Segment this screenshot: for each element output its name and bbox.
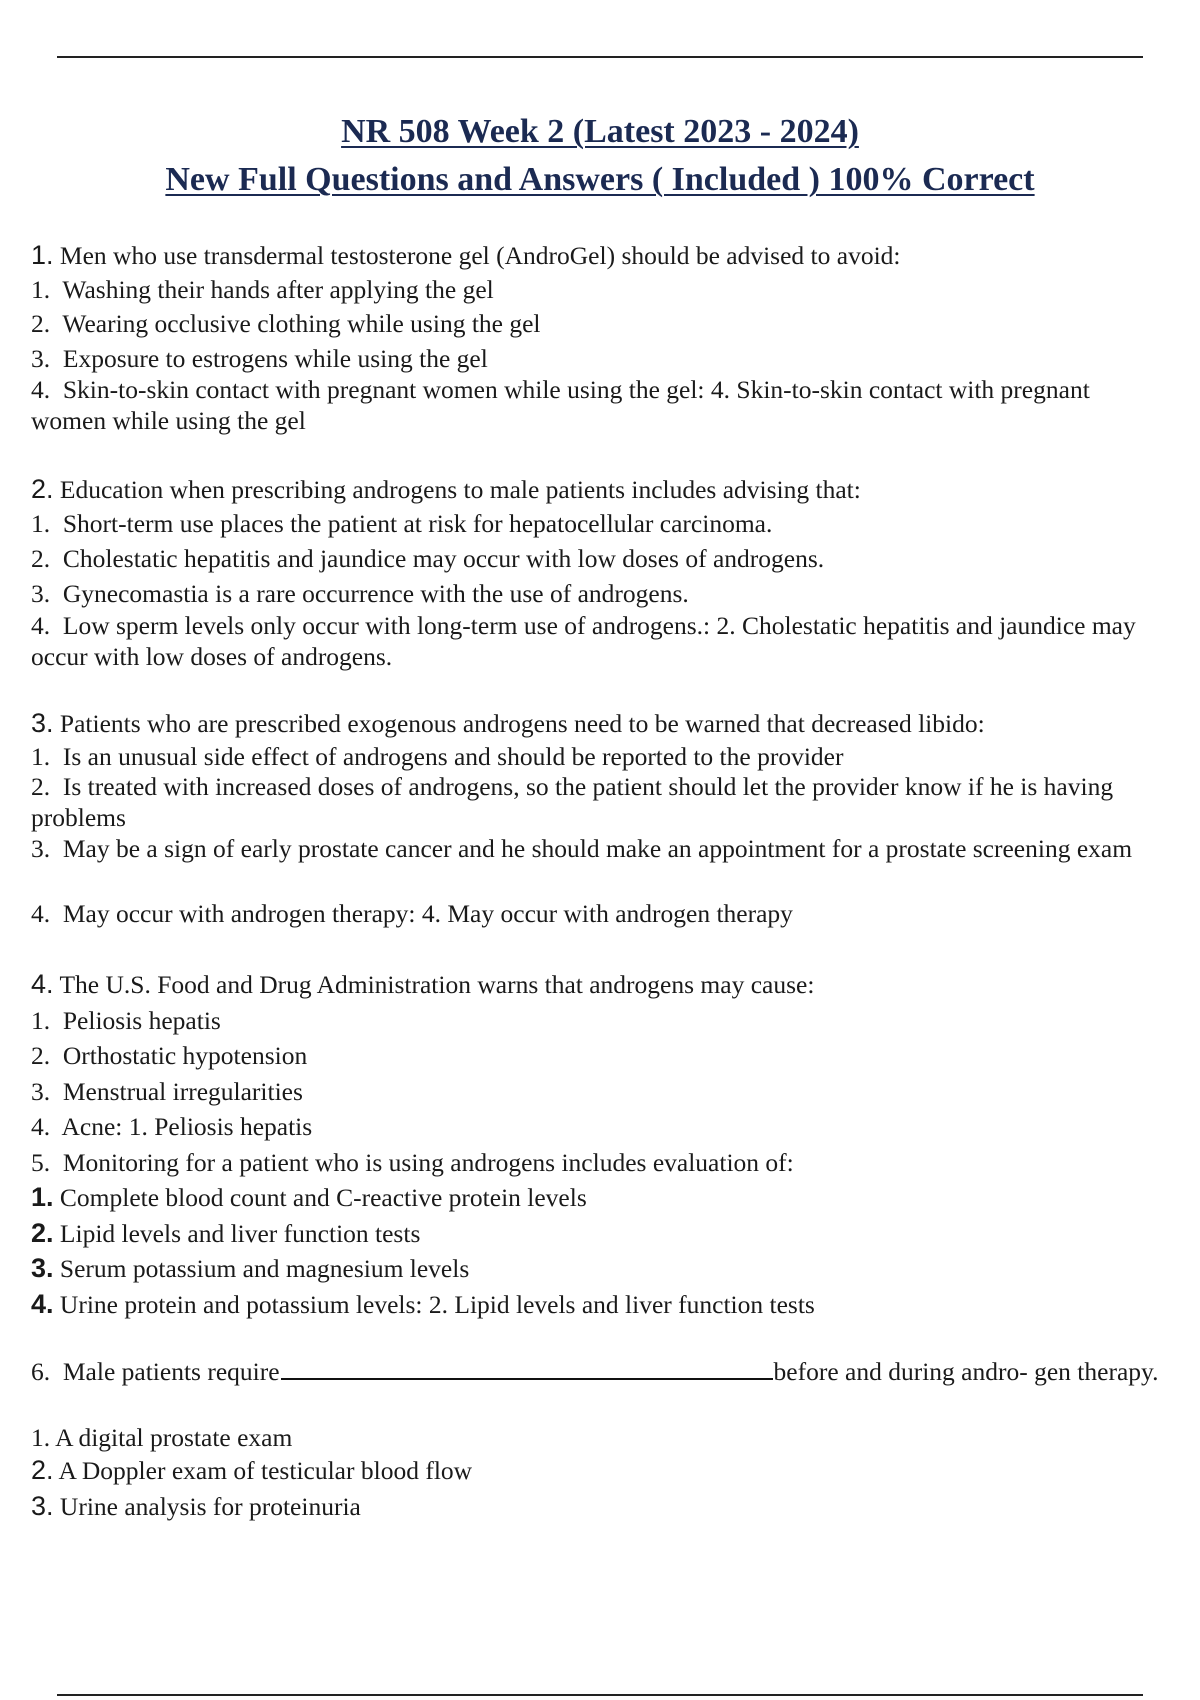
- question-number: 4.: [31, 969, 54, 999]
- question-1-stem: 1. Men who use transdermal testosterone gel (AndroGel) should be advised to avoid:: [31, 240, 901, 270]
- question-2-option-2: 2. Cholestatic hepatitis and jaundice may occur with low doses of androgens.: [31, 544, 825, 573]
- question-3-option-4: 4. May occur with androgen therapy: 4. May occur with androgen therapy: [31, 899, 793, 928]
- question-4-stem: 4. The U.S. Food and Drug Administration warns that androgens may cause:: [31, 969, 815, 999]
- question-2-option-4: 4. Low sperm levels only occur with long-term use of androgens.: 2. Cholestatic hepatitis and jaundice may occur with low doses of androgens.: [31, 611, 1136, 671]
- question-2-stem: 2. Education when prescribing androgens to male patients includes advising that:: [31, 474, 861, 504]
- question-number: 2.: [31, 474, 54, 504]
- question-5-stem: 5. Monitoring for a patient who is using androgens includes evaluation of:: [31, 1148, 794, 1177]
- question-1-option-2: 2. Wearing occlusive clothing while using the gel: [31, 309, 541, 338]
- question-6-stem: 6. Male patients require before and during andro- gen therapy.: [31, 1357, 1159, 1386]
- question-3-option-2: 2. Is treated with increased doses of androgens, so the patient should let the provider know if he is having problems: [31, 772, 1114, 832]
- question-2-option-1: 1. Short-term use places the patient at risk for hepatocellular carcinoma.: [31, 509, 773, 538]
- question-6-option-2: 2. A Doppler exam of testicular blood flow: [31, 1455, 473, 1485]
- question-4-option-3: 3. Menstrual irregularities: [31, 1077, 303, 1106]
- question-2-option-3: 3. Gynecomastia is a rare occurrence with the use of androgens.: [31, 579, 689, 608]
- question-6-option-3: 3. Urine analysis for proteinuria: [31, 1491, 361, 1521]
- question-1-option-3: 3. Exposure to estrogens while using the gel: [31, 344, 488, 373]
- bottom-rule: [57, 1694, 1143, 1696]
- question-4-option-4: 4. Acne: 1. Peliosis hepatis: [31, 1112, 313, 1141]
- question-number: 5.: [31, 1148, 51, 1177]
- question-6-option-1: 1. A digital prostate exam: [31, 1423, 293, 1452]
- question-5-option-3: 3. Serum potassium and magnesium levels: [31, 1253, 470, 1283]
- document-subtitle: New Full Questions and Answers ( Included ) 100% Correct: [165, 161, 1035, 198]
- question-5-option-4: 4. Urine protein and potassium levels: 2. Lipid levels and liver function tests: [31, 1289, 815, 1319]
- question-1-option-4: 4. Skin-to-skin contact with pregnant women while using the gel: 4. Skin-to-skin contact with pregnant women while using the gel: [31, 375, 1090, 435]
- question-5-option-2: 2. Lipid levels and liver function tests: [31, 1218, 421, 1248]
- document-title: NR 508 Week 2 (Latest 2023 - 2024): [341, 113, 859, 150]
- question-3-option-1: 1. Is an unusual side effect of androgens and should be reported to the provider: [31, 742, 844, 771]
- question-number: 6.: [31, 1357, 51, 1386]
- question-number: 3.: [31, 708, 54, 738]
- top-rule: [57, 56, 1143, 58]
- question-5-option-1: 1. Complete blood count and C-reactive protein levels: [31, 1182, 587, 1212]
- fill-in-blank-line: [281, 1378, 773, 1380]
- question-4-option-2: 2. Orthostatic hypotension: [31, 1041, 308, 1070]
- question-3-stem: 3. Patients who are prescribed exogenous androgens need to be warned that decreased libido:: [31, 708, 985, 738]
- question-3-option-3: 3. May be a sign of early prostate cancer and he should make an appointment for a prostate screening exam: [31, 834, 1133, 863]
- question-1-option-1: 1. Washing their hands after applying the gel: [31, 275, 494, 304]
- question-4-option-1: 1. Peliosis hepatis: [31, 1006, 221, 1035]
- question-number: 1.: [31, 240, 54, 270]
